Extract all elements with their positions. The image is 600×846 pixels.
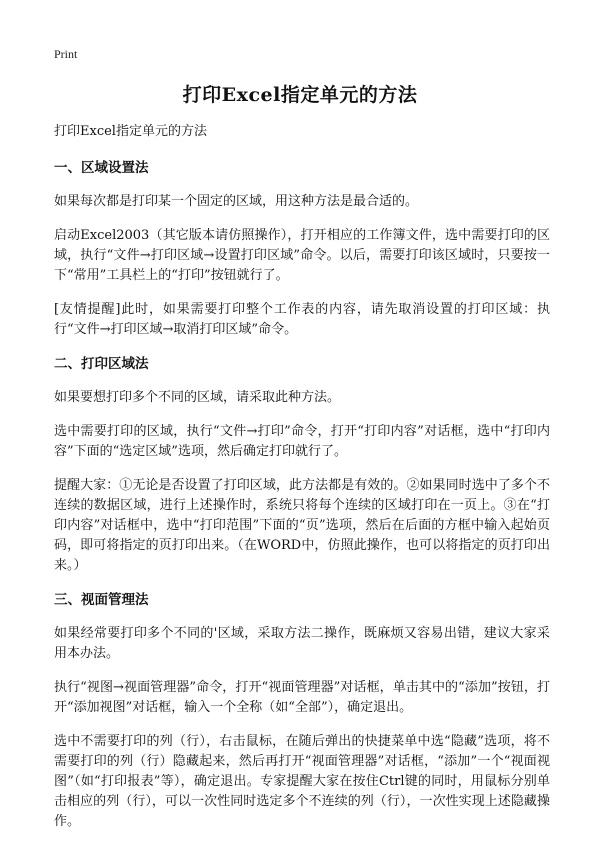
paragraph: 执行“视图→视面管理器”命令，打开“视面管理器”对话框，单击其中的“添加”按钮，打开“添加视图”对话框，输入一个全称（如“全部”），确定退出。 <box>54 680 550 715</box>
paragraph: 选中不需要打印的列（行），右击鼠标，在随后弹出的快捷菜单中选“隐藏”选项，将不需要打印的列（行）隐藏起来，然后再打开“视面管理器”对话框，“添加”一个“视面视图”（如“打印报表”等），确定退出。专家提醒大家在按住Ctrl键的同时，用鼠标分别单击相应的列（行），可以一次性同时选定多个不连续的列（行），一次性实现上述隐藏操作。 <box>54 734 550 829</box>
paragraph: [友情提醒]此时，如果需要打印整个工作表的内容，请先取消设置的打印区域：执行“文件→打印区域→取消打印区域”命令。 <box>54 302 550 337</box>
paragraph: 启动Excel2003（其它版本请仿照操作），打开相应的工作簿文件，选中需要打印的区域，执行“文件→打印区域→设置打印区域”命令。以后，需要打印该区域时，只要按一下“常用”工具栏上的“打印”按钮就行了。 <box>54 228 550 283</box>
section-heading-region-setting: 一、区域设置法 <box>54 160 149 176</box>
paragraph: 提醒大家：①无论是否设置了打印区域，此方法都是有效的。②如果同时选中了多个不连续的数据区域，进行上述操作时，系统只将每个连续的区域打印在一页上。③在“打印内容”对话框中，选中“打印范围”下面的“页”选项，然后在后面的方框中输入起始页码，即可将指定的页打印出来。（在WORD中，仿照此操作，也可以将指定的页打印出来。） <box>54 478 550 573</box>
section-heading-view-manager: 三、视面管理法 <box>54 592 149 608</box>
print-link[interactable]: Print <box>54 47 78 61</box>
paragraph: 如果每次都是打印某一个固定的区域，用这种方法是最合适的。 <box>54 194 419 209</box>
paragraph: 如果要想打印多个不同的区域，请采取此种方法。 <box>54 390 341 405</box>
document-body <box>54 122 550 846</box>
paragraph: 选中需要打印的区域，执行“文件→打印”命令，打开“打印内容”对话框，选中“打印内容”下面的“选定区域”选项，然后确定打印就行了。 <box>54 424 550 459</box>
paragraph: 如果经常要打印多个不同的'区域，采取方法二操作，既麻烦又容易出错，建议大家采用本办法。 <box>54 626 550 661</box>
section-heading-print-region: 二、打印区域法 <box>54 356 149 372</box>
page-title: 打印Excel指定单元的方法 <box>182 84 418 106</box>
document-subtitle: 打印Excel指定单元的方法 <box>54 124 207 139</box>
